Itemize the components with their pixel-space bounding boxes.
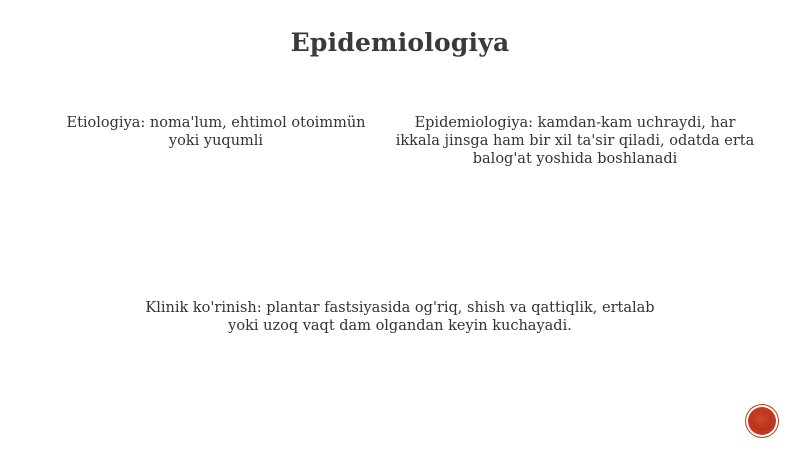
etiology-text: Etiologiya: noma'lum, ehtimol otoimmün yoki yuqumli bbox=[66, 115, 366, 149]
epidemiology-text: Epidemiologiya: kamdan-kam uchraydi, har ikkala jinsga ham bir xil ta'sir qiladi, odatda erta balog'at yoshida boshlanadi bbox=[395, 115, 755, 167]
slide-title: Epidemiologiya bbox=[290, 28, 510, 57]
clinical-presentation-text: Klinik ko'rinish: plantar fastsiyasida og'riq, shish va qattiqlik, ertalab yoki uzoq vaqt dam olgandan keyin kuchayadi. bbox=[145, 300, 655, 334]
circle-nav-icon[interactable] bbox=[748, 407, 776, 435]
